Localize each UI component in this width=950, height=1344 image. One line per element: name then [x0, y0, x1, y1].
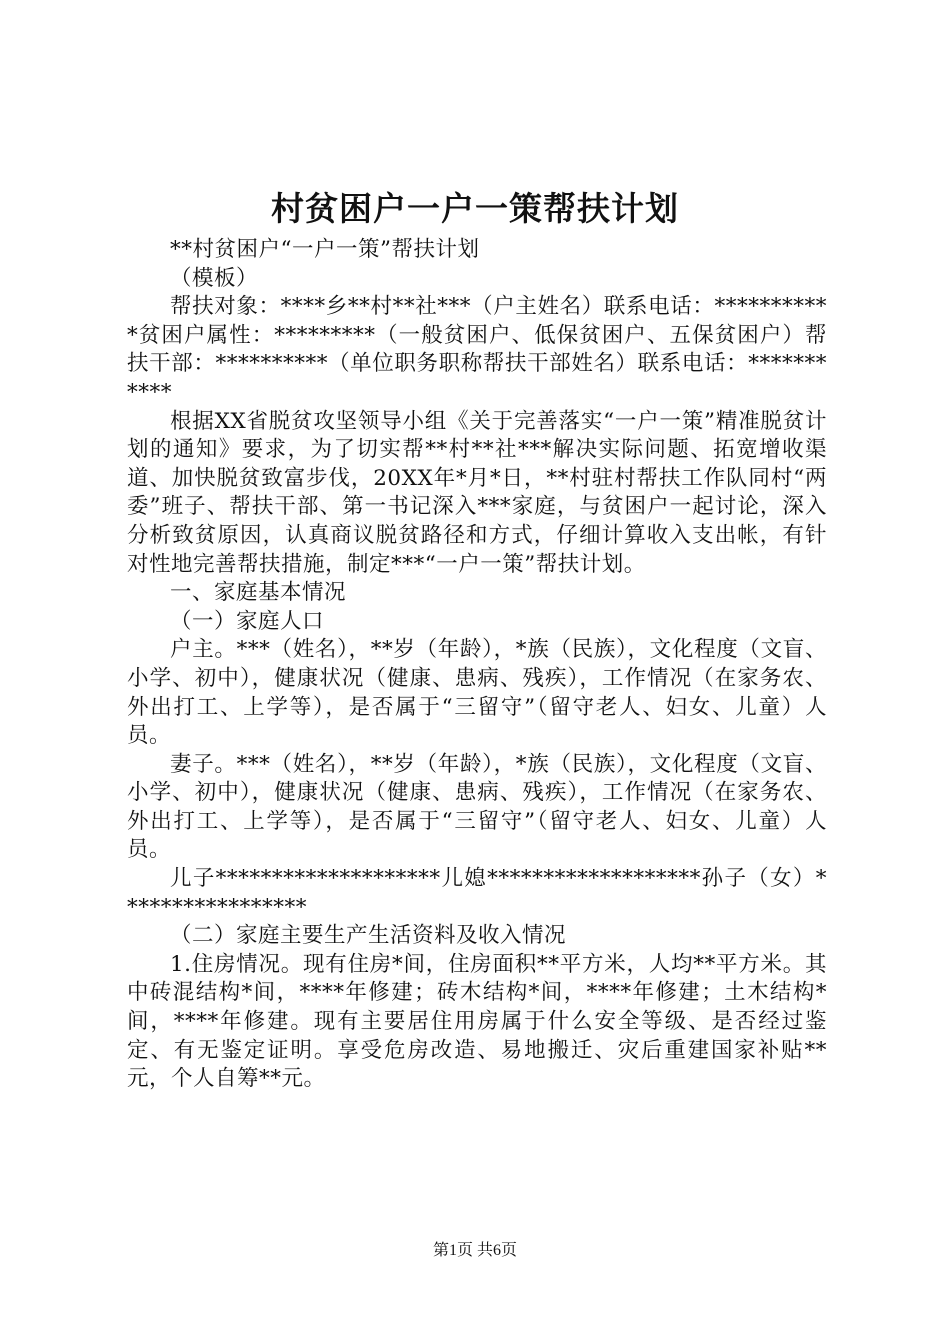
document-body — [127, 236, 827, 1094]
subsection-heading-family-members: （一）家庭人口 — [170, 608, 325, 634]
background-paragraph: 根据XX省脱贫攻坚领导小组《关于完善落实“一户一策”精准脱贫计划的通知》要求，为了切实帮**村**社***解决实际问题、拓宽增收渠道、加快脱贫致富步伐，20XX年*月*日，**村驻村帮扶工作队同村“两委”班子、帮扶干部、第一书记深入***家庭，与贫困户一起讨论，深入分析致贫原因，认真商议脱贫路径和方式，仔细计算收入支出帐，有针对性地完善帮扶措施，制定***“一户一策”帮扶计划。 — [127, 408, 827, 577]
wife-paragraph: 妻子。***（姓名），**岁（年龄），*族（民族），文化程度（文盲、小学、初中），健康状况（健康、患病、残疾），工作情况（在家务农、外出打工、上学等），是否属于“三留守”（留守老人、妇女、儿童）人员。 — [127, 751, 827, 863]
plan-heading: **村贫困户“一户一策”帮扶计划 — [170, 237, 480, 262]
householder-paragraph: 户主。***（姓名），**岁（年龄），*族（民族），文化程度（文盲、小学、初中），健康状况（健康、患病、残疾），工作情况（在家务农、外出打工、上学等），是否属于“三留守”（留守老人、妇女、儿童）人员。 — [127, 637, 827, 749]
section-heading-family-basics: 一、家庭基本情况 — [170, 580, 347, 606]
page-number-footer: 第1页 共6页 — [432, 1242, 517, 1259]
document-title: 村贫困户一户一策帮扶计划 — [271, 189, 679, 228]
template-note: （模板） — [170, 265, 259, 291]
children-paragraph: 儿子********************儿媳*******************孙子（女）***************** — [127, 866, 827, 920]
subsection-heading-resources-income: （二）家庭主要生产生活资料及收入情况 — [170, 923, 567, 949]
assistance-target-paragraph: 帮扶对象：****乡**村**社***（户主姓名）联系电话：***********贫困户属性：*********（一般贫困户、低保贫困户、五保贫困户）帮扶干部：**********（单位职务职称帮扶干部姓名）联系电话：*********** — [127, 294, 827, 405]
housing-paragraph: 1.住房情况。现有住房*间，住房面积**平方米，人均**平方米。其中砖混结构*间，****年修建；砖木结构*间，****年修建；土木结构*间，****年修建。现有主要居住用房属于什么安全等级、是否经过鉴定、有无鉴定证明。享受危房改造、易地搬迁、灾后重建国家补贴**元，个人自筹**元。 — [127, 951, 827, 1092]
